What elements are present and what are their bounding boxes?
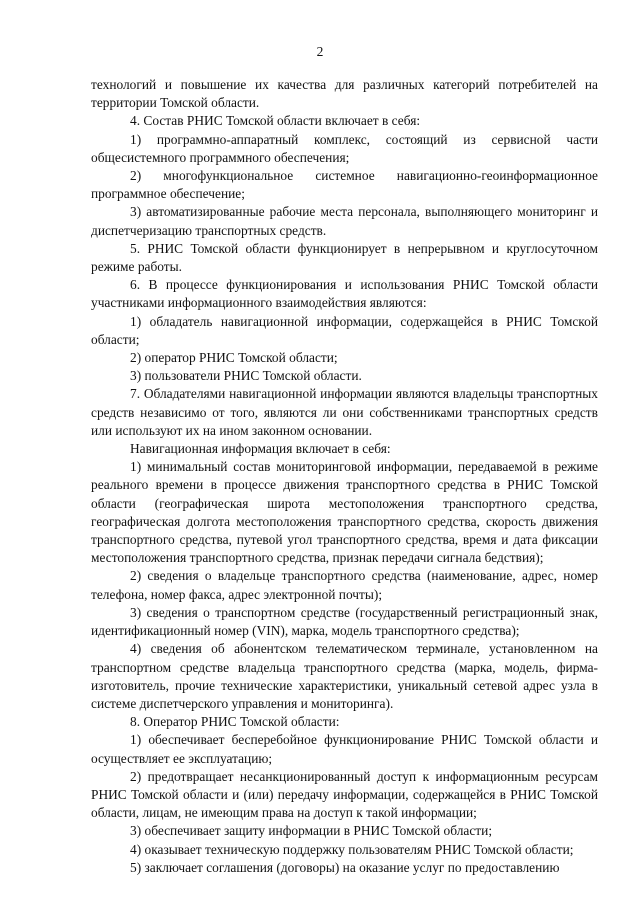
- paragraph: 8. Оператор РНИС Томской области:: [130, 714, 340, 730]
- paragraph: 4) оказывает техническую поддержку пользователям РНИС Томской области;: [130, 841, 574, 857]
- paragraph: 7. Обладателями навигационной информации являются владельцы транспортных средств независимо от того, являются ли они собственниками транспортных средств или используют их на ином законном основании.: [91, 386, 598, 438]
- paragraph: 1) обладатель навигационной информации, содержащейся в РНИС Томской области;: [91, 313, 598, 347]
- paragraph: 1) минимальный состав мониторинговой информации, передаваемой в режиме реального времени в процессе движения транспортного средства в РНИС Томской области (географическая широта местоположения транспортного средства, географическая долгота местоположения транспортного средства, скорость движения транспортного средства, путевой угол транспортного средства, время и дата фиксации местоположения транспортного средства, признак передачи сигнала бедствия);: [91, 459, 598, 566]
- paragraph: 1) программно-аппаратный комплекс, состоящий из сервисной части общесистемного программного обеспечения;: [91, 131, 598, 165]
- paragraph: 2) сведения о владельце транспортного средства (наименование, адрес, номер телефона, номер факса, адрес электронной почты);: [91, 568, 598, 602]
- paragraph: 2) оператор РНИС Томской области;: [130, 350, 338, 366]
- paragraph: 1) обеспечивает бесперебойное функционирование РНИС Томской области и осуществляет ее эксплуатацию;: [91, 732, 598, 766]
- paragraph: 3) автоматизированные рабочие места персонала, выполняющего мониторинг и диспетчеризацию транспортных средств.: [91, 204, 598, 238]
- paragraph: технологий и повышение их качества для различных категорий потребителей на территории Томской области.: [91, 77, 598, 111]
- paragraph: 2) многофункциональное системное навигационно-геоинформационное программное обеспечение;: [91, 168, 598, 202]
- paragraph: Навигационная информация включает в себя:: [130, 441, 391, 457]
- paragraph: 3) сведения о транспортном средстве (государственный регистрационный знак, идентификационный номер (VIN), марка, модель транспортного средства);: [91, 604, 598, 639]
- paragraph: 4) сведения об абонентском телематическом терминале, установленном на транспортном средстве владельца транспортного средства (марка, модель, фирма-изготовитель, прочие технические характеристики, уникальный сетевой адрес узла в системе диспетчерского управления и мониторинга).: [91, 641, 598, 711]
- paragraph: 5. РНИС Томской области функционирует в непрерывном и круглосуточном режиме работы.: [91, 240, 598, 275]
- paragraph: 3) пользователи РНИС Томской области.: [130, 368, 362, 384]
- paragraph: 3) обеспечивает защиту информации в РНИС Томской области;: [130, 823, 493, 839]
- paragraph: 6. В процессе функционирования и использования РНИС Томской области участниками информационного взаимодействия являются:: [91, 277, 598, 311]
- page-number: 2: [316, 44, 324, 59]
- paragraph: 2) предотвращает несанкционированный доступ к информационным ресурсам РНИС Томской области и (или) передачу информации, содержащейся в РНИС Томской области, лицам, не имеющим права на доступ к такой информации;: [91, 768, 598, 821]
- document-body: [91, 76, 598, 877]
- paragraph: 5) заключает соглашения (договоры) на оказание услуг по предоставлению: [130, 859, 560, 875]
- paragraph: 4. Состав РНИС Томской области включает в себя:: [130, 113, 421, 129]
